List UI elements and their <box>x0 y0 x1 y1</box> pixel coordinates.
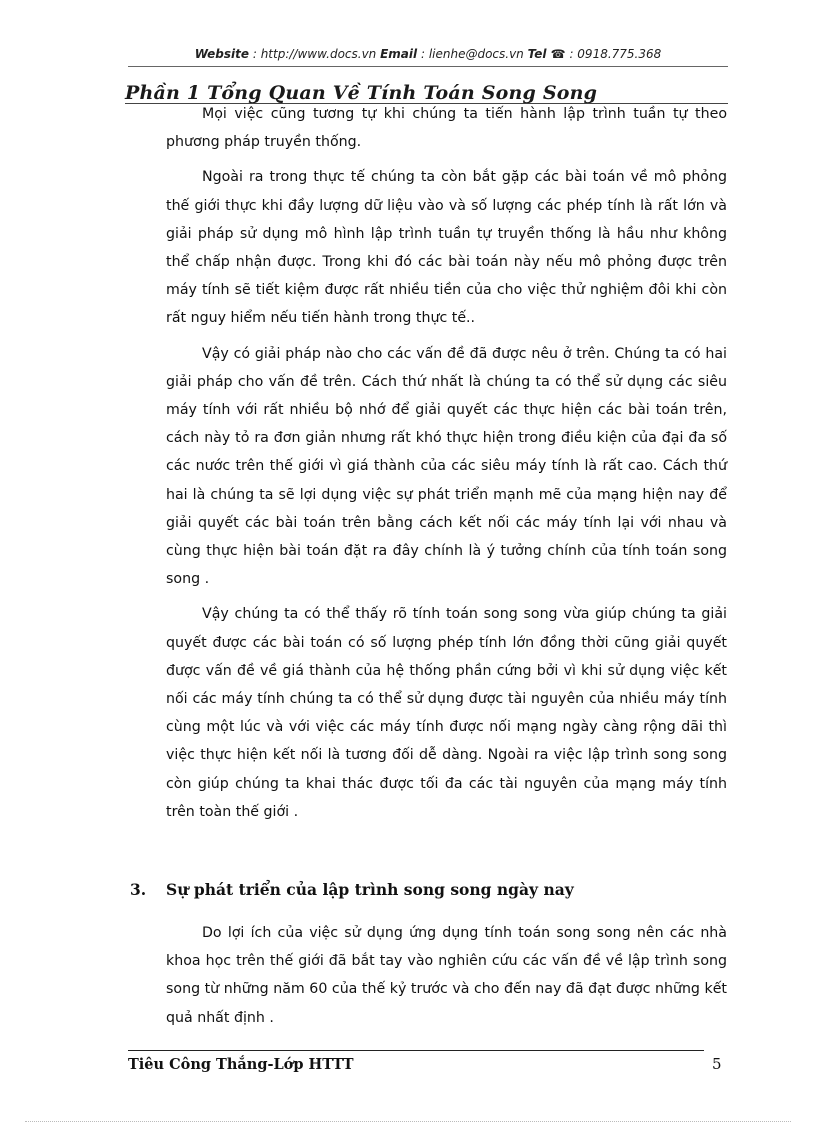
section-heading-3 <box>130 880 730 899</box>
paragraph: Do lợi ích của việc sử dụng ứng dụng tính toán song song nên các nhà khoa học trên thế giới đã bắt tay vào nghiên cứu các vấn đề về lập trình song song từ những năm 60 của thế kỷ trước và cho đến nay đã đạt được những kết quả nhất định . <box>166 925 727 1026</box>
body-text <box>166 100 727 833</box>
paragraph: Vậy chúng ta có thể thấy rõ tính toán song song vừa giúp chúng ta giải quyết được các bài toán có số lượng phép tính lớn đồng thời cũng giải quyết được vấn đề về giá thành của hệ thống phần cứng bởi vì khi sử dụng việc kết nối các máy tính chúng ta có thể sử dụng được tài nguyên của nhiều máy tính cùng một lúc và với việc các máy tính được nối mạng ngày càng rộng dãi thì việc thực hiện kết nối là tương đối dễ dàng. Ngoài ra việc lập trình song song còn giúp chúng ta khai thác được tối đa các tài nguyên của mạng máy tính trên toàn thế giới . <box>166 606 727 820</box>
website-label: Website <box>194 47 250 61</box>
body-text-section-3 <box>166 919 727 1032</box>
page-number: 5 <box>712 1055 722 1073</box>
header-divider <box>128 66 728 67</box>
page-edge <box>25 1121 791 1122</box>
footer-divider <box>128 1050 704 1051</box>
phone-number: : 0918.775.368 <box>565 47 662 61</box>
paragraph: Vậy có giải pháp nào cho các vấn đề đã được nêu ở trên. Chúng ta có hai giải pháp cho vấn đề trên. Cách thứ nhất là chúng ta có thể sử dụng các siêu máy tính với rất nhiều bộ nhớ để giải quyết các thực hiện các bài toán trên, cách này tỏ ra đơn giản nhưng rất khó thực hiện trong điều kiện của đại đa số các nước trên thế giới vì giá thành của các siêu máy tính là rất cao. Cách thứ hai là chúng ta sẽ lợi dụng việc sự phát triển mạnh mẽ của mạng hiện nay để giải quyết các bài toán trên bằng cách kết nối các máy tính lại với nhau và cùng thực hiện bài toán đặt ra đây chính là ý tưởng chính của tính toán song song . <box>166 345 727 588</box>
paragraph: Ngoài ra trong thực tế chúng ta còn bắt gặp các bài toán về mô phỏng thế giới thực khi đầy lượng dữ liệu vào và số lượng các phép tính là rất lớn và giải pháp sử dụng mô hình lập trình tuần tự truyền thống là hầu như không thể chấp nhận được. Trong khi đó các bài toán này nếu mô phỏng được trên máy tính sẽ tiết kiệm được rất nhiều tiền của cho việc thử nghiệm đôi khi còn rất nguy hiểm nếu tiến hành trong thực tế.. <box>166 169 727 327</box>
paragraph: Mọi việc cũng tương tự khi chúng ta tiến hành lập trình tuần tự theo phương pháp truyền thống. <box>166 106 727 151</box>
website-url[interactable]: : http://www.docs.vn <box>249 47 381 61</box>
phone-label: Tel ☎ <box>527 47 566 61</box>
email-label: Email <box>380 47 418 61</box>
section-title: Phần 1 Tổng Quan Về Tính Toán Song Song <box>125 82 598 104</box>
heading-number: 3. <box>130 880 147 899</box>
heading-text: Sự phát triển của lập trình song song ngày nay <box>166 880 574 899</box>
site-header <box>128 47 728 61</box>
email-address[interactable]: : lienhe@docs.vn <box>417 47 528 61</box>
footer-author: Tiêu Công Thắng-Lớp HTTT <box>128 1056 354 1073</box>
